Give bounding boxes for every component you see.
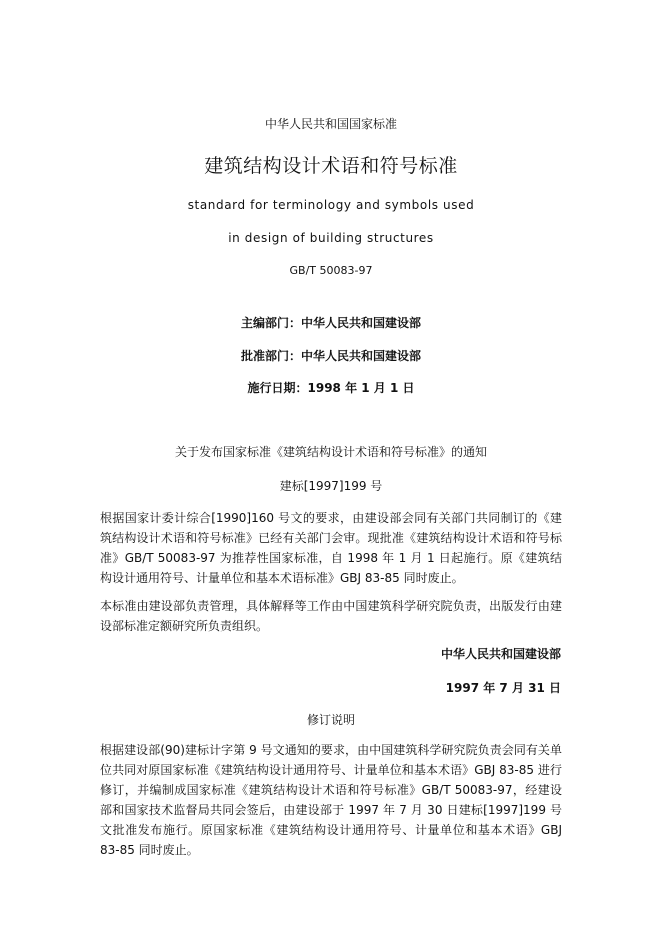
approval-department: 批准部门：中华人民共和国建设部 [240, 349, 421, 363]
notice-title: 关于发布国家标准《建筑结构设计术语和符号标准》的通知 [174, 445, 487, 459]
signature-date: 1997 年 7 月 31 日 [445, 681, 561, 695]
english-title-line2: in design of building structures [228, 231, 434, 245]
document-title: 建筑结构设计术语和符号标准 [204, 155, 458, 177]
standard-type: 中华人民共和国国家标准 [264, 117, 397, 131]
revision-paragraph: 根据建设部(90)建标计字第 9 号文通知的要求，由中国建筑科学研究院负责会同有关单位共同对原国家标准《建筑结构设计通用符号、计量单位和基本术语》GBJ 83-85 进行修订，并编制成国家标准《建筑结构设计术语和符号标准》GB/T 50083-97，经建设部和国家技术监督局共同会签后，由建设部于 1997 年 7 月 30 日建标[1997]199 号文批准发布施行。原国家标准《建筑结构设计通用符号、计量单位和基本术语》GBJ 83-85 同时废止。 [100, 743, 562, 857]
notice-paragraph-1: 根据国家计委计综合[1990]160 号文的要求，由建设部会同有关部门共同制订的《建筑结构设计术语和符号标准》已经有关部门会审。现批准《建筑结构设计术语和符号标准》GB/T 50083-97 为推荐性国家标准，自 1998 年 1 月 1 日起施行。原《建筑结构设计通用符号、计量单位和基本术语标准》GBJ 83-85 同时废止。 [100, 511, 562, 585]
english-title-line1: standard for terminology and symbols used [187, 198, 475, 212]
notice-number: 建标[1997]199 号 [279, 479, 383, 493]
revision-title: 修订说明 [306, 713, 355, 727]
standard-code: GB/T 50083-97 [289, 264, 373, 277]
editor-department: 主编部门：中华人民共和国建设部 [240, 316, 421, 330]
notice-paragraph-2: 本标准由建设部负责管理，具体解释等工作由中国建筑科学研究院负责，出版发行由建设部标准定额研究所负责组织。 [100, 599, 562, 633]
effective-date: 施行日期：1998 年 1 月 1 日 [247, 381, 415, 395]
signature: 中华人民共和国建设部 [440, 647, 561, 661]
